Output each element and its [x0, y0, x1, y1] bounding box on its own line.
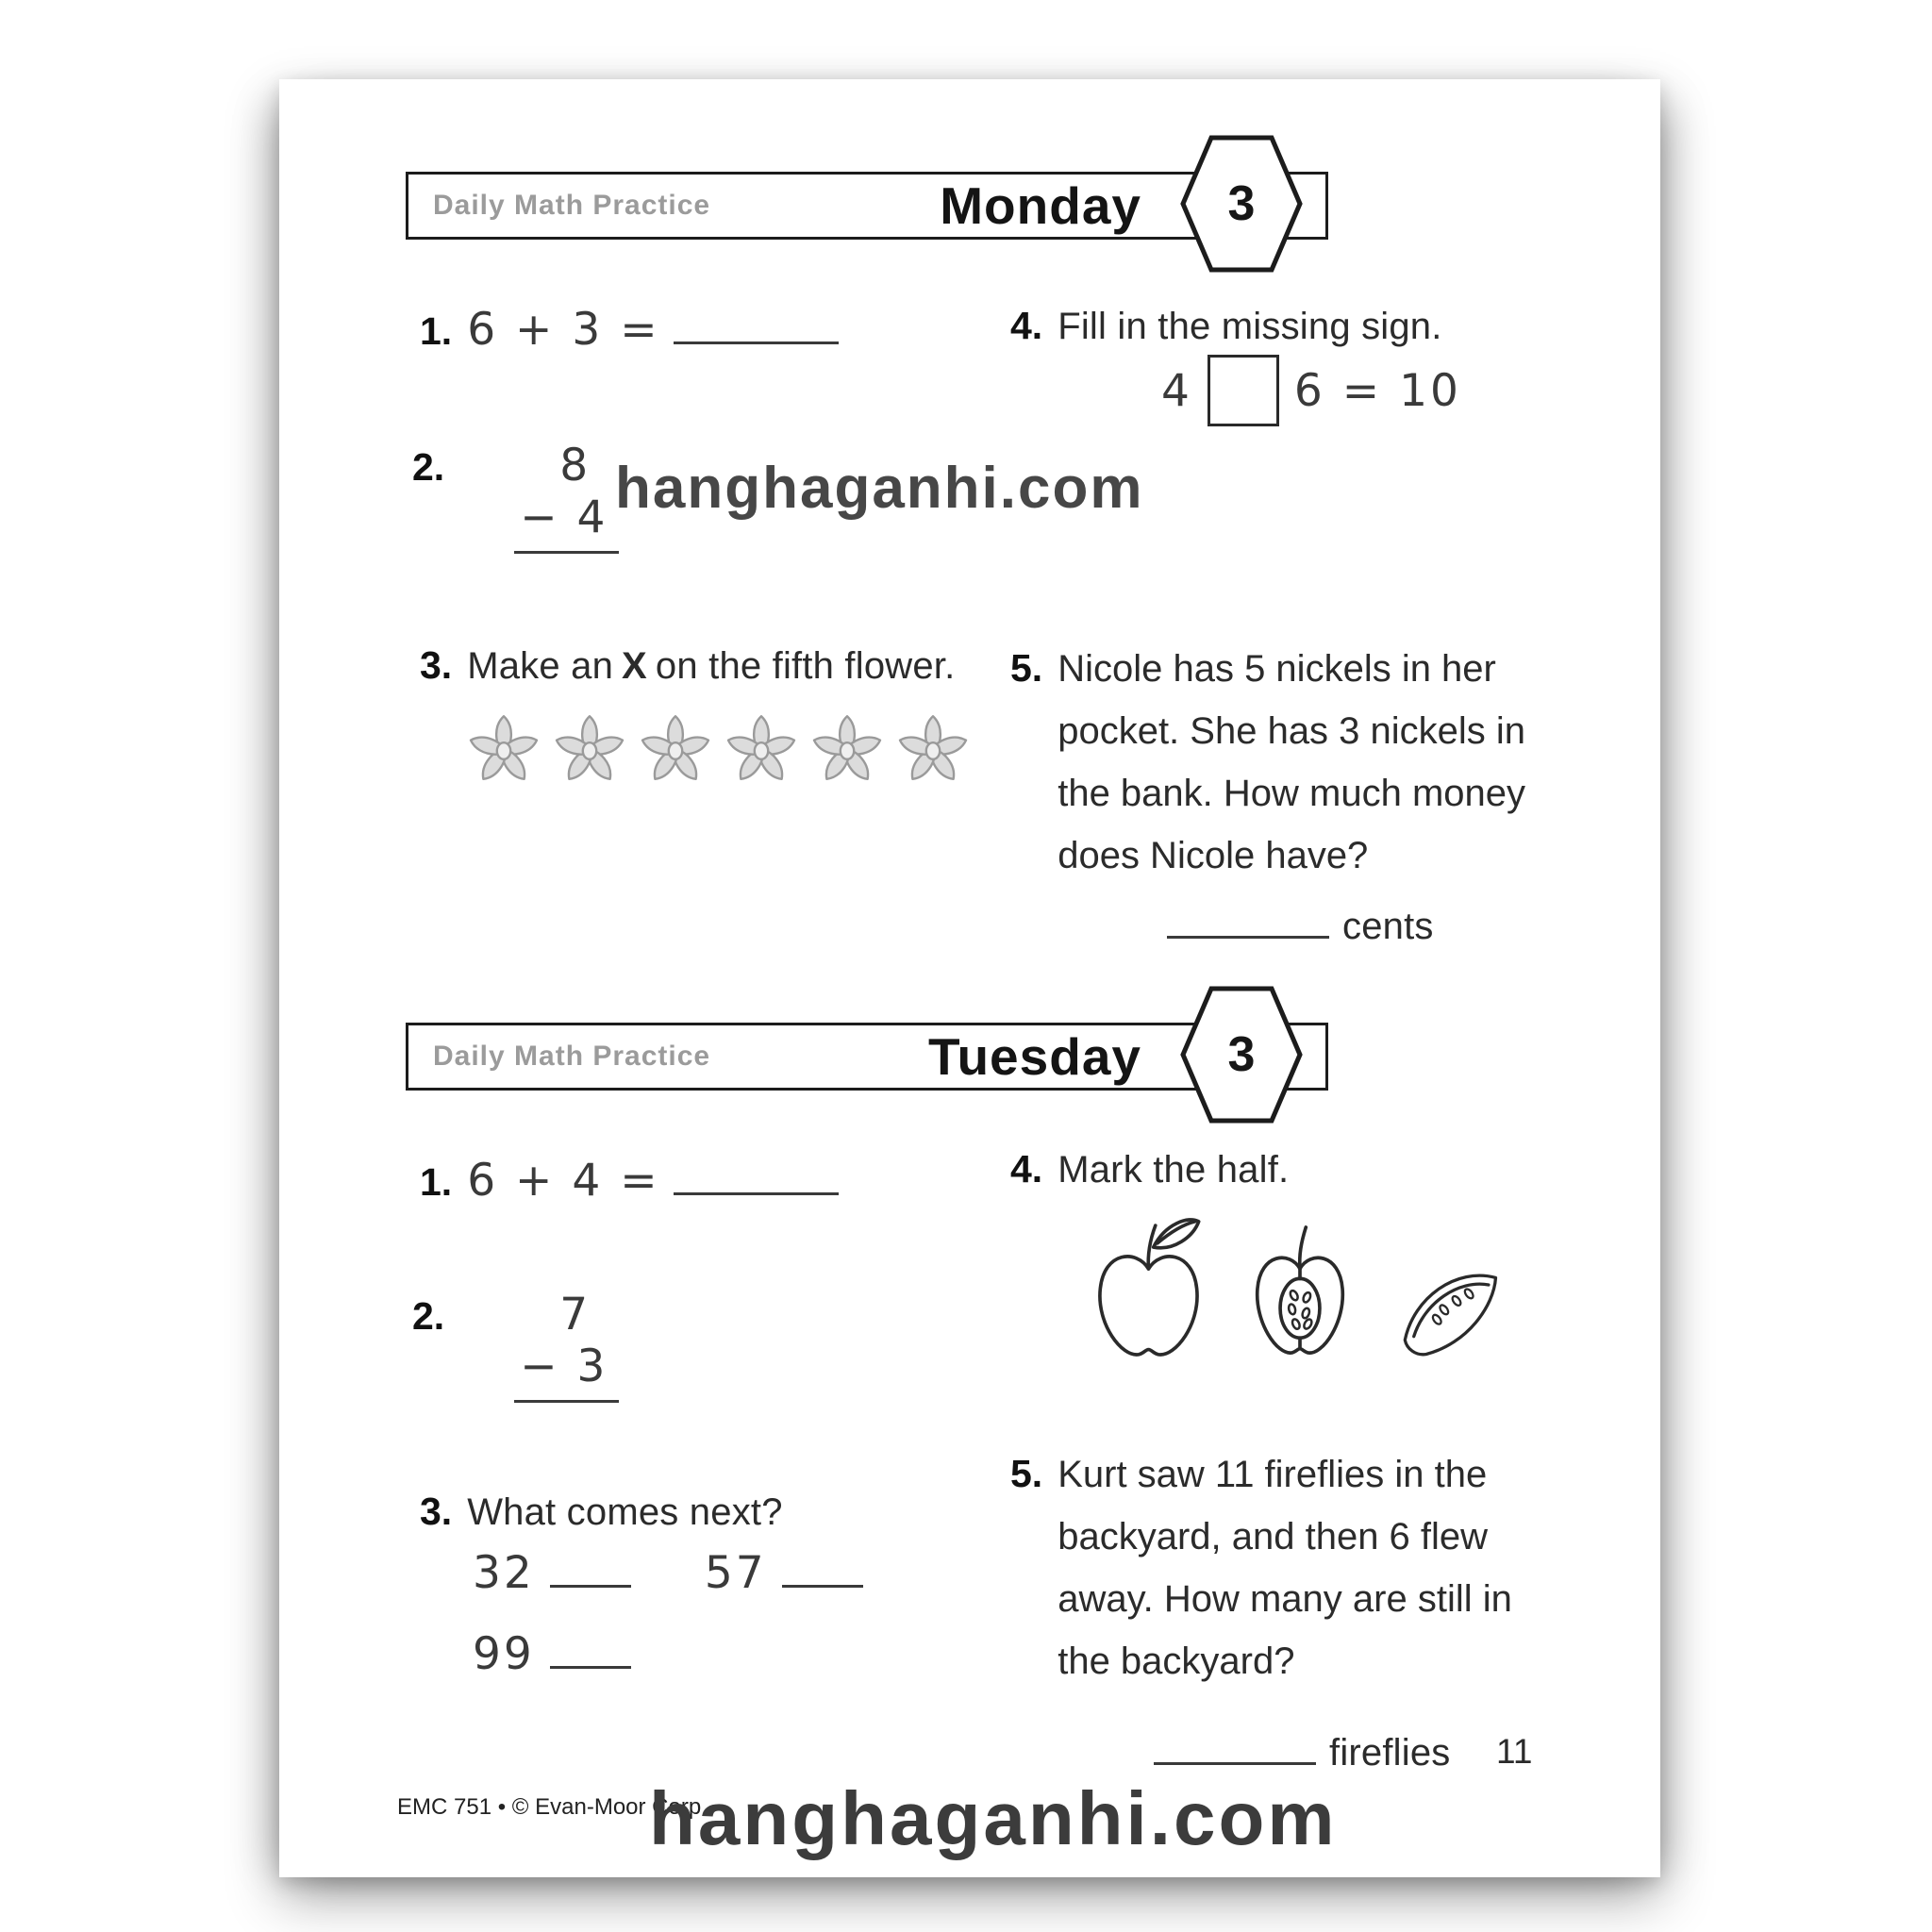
flower-icon[interactable] — [895, 713, 971, 789]
monday-problem-1 — [420, 304, 839, 356]
monday-header-bar — [406, 172, 1328, 240]
sequence-row-1 — [473, 1547, 863, 1599]
watermark: hanghaganhi.com — [615, 456, 1144, 521]
answer-blank[interactable] — [550, 1660, 631, 1669]
sequence-number: 32 — [473, 1547, 535, 1599]
problem-number: 3. — [420, 643, 453, 687]
answer-blank[interactable] — [674, 1187, 839, 1195]
brand-label: Daily Math Practice — [433, 1041, 711, 1072]
page-number: 11 — [1496, 1732, 1533, 1771]
missing-sign-equation — [1161, 355, 1461, 426]
problem-number: 5. — [1010, 1452, 1043, 1495]
vertical-subtraction — [514, 440, 619, 554]
problem-number: 5. — [1010, 646, 1043, 690]
fruit-wedge-icon[interactable] — [1394, 1247, 1519, 1368]
tuesday-problem-1 — [420, 1155, 839, 1207]
week-number: 3 — [1227, 176, 1256, 231]
minuend: 8 — [559, 440, 591, 491]
answer-blank[interactable] — [674, 336, 839, 344]
line: the bank. How much money — [1058, 773, 1526, 814]
equation-text: 6 + 4 = — [467, 1155, 660, 1207]
answer-blank[interactable] — [550, 1579, 631, 1588]
problem-text: What comes next? — [467, 1491, 783, 1533]
week-number: 3 — [1227, 1027, 1256, 1082]
problem-number: 1. — [420, 1160, 453, 1204]
answer-blank[interactable] — [782, 1579, 863, 1588]
monday-problem-5 — [1010, 638, 1525, 887]
line: does Nicole have? — [1058, 835, 1369, 876]
missing-sign-box[interactable] — [1208, 355, 1279, 426]
answer-blank[interactable] — [1154, 1757, 1316, 1765]
problem-text: Fill in the missing sign. — [1058, 306, 1442, 347]
flower-icon[interactable] — [809, 713, 885, 789]
text-pre: Make an — [467, 645, 614, 687]
monday-week-badge — [1180, 135, 1303, 273]
flower-icon[interactable] — [552, 713, 627, 789]
tuesday-week-badge — [1180, 986, 1303, 1124]
fruit-row — [1092, 1208, 1519, 1375]
line: Kurt saw 11 fireflies in the — [1058, 1454, 1488, 1495]
flower-row — [466, 713, 971, 789]
minuend: 7 — [559, 1289, 591, 1341]
flower-icon[interactable] — [724, 713, 799, 789]
vertical-subtraction — [514, 1289, 619, 1403]
line: pocket. She has 3 nickels in — [1058, 710, 1526, 752]
problem-number: 4. — [1010, 1147, 1043, 1191]
line: away. How many are still in — [1058, 1578, 1512, 1620]
problem-number: 2. — [412, 1294, 445, 1338]
tuesday-header-bar — [406, 1023, 1328, 1091]
answer-unit: cents — [1342, 906, 1434, 947]
monday-answer-row — [1167, 906, 1434, 948]
problem-text: Mark the half. — [1058, 1149, 1290, 1191]
problem-number: 3. — [420, 1490, 453, 1533]
sequence-number: 99 — [473, 1628, 535, 1680]
equation-left: 4 — [1161, 364, 1192, 417]
line: the backyard? — [1058, 1641, 1295, 1682]
equation-text: 6 + 3 = — [467, 304, 660, 356]
line: backyard, and then 6 flew — [1058, 1516, 1489, 1557]
word-problem-text — [1058, 638, 1525, 887]
brand-label: Daily Math Practice — [433, 190, 711, 221]
tuesday-day-label: Tuesday — [927, 1027, 1141, 1086]
subtrahend: − 3 — [514, 1341, 619, 1403]
apple-half-icon[interactable] — [1247, 1208, 1353, 1375]
tuesday-answer-row — [1154, 1732, 1451, 1774]
sequence-row-2 — [473, 1628, 631, 1680]
problem-number: 2. — [412, 445, 445, 489]
tuesday-problem-4 — [1010, 1147, 1289, 1191]
monday-problem-3 — [420, 643, 955, 688]
apple-whole-icon[interactable] — [1092, 1208, 1206, 1375]
monday-problem-2 — [412, 440, 619, 554]
answer-unit: fireflies — [1329, 1732, 1451, 1774]
text-post: on the fifth flower. — [655, 645, 956, 687]
word-problem-text — [1058, 1443, 1512, 1692]
worksheet-page — [279, 79, 1660, 1877]
watermark: hanghaganhi.com — [649, 1776, 1338, 1860]
footer-credit: EMC 751 • © Evan-Moor Corp. — [397, 1794, 708, 1820]
sequence-number: 57 — [704, 1547, 767, 1599]
problem-text — [467, 645, 955, 688]
answer-blank[interactable] — [1167, 930, 1329, 939]
line: Nicole has 5 nickels in her — [1058, 648, 1496, 690]
bold-x: X — [622, 645, 647, 687]
monday-problem-4 — [1010, 304, 1442, 348]
tuesday-problem-5 — [1010, 1443, 1512, 1692]
flower-icon[interactable] — [466, 713, 541, 789]
problem-number: 4. — [1010, 304, 1043, 347]
subtrahend: − 4 — [514, 491, 619, 554]
problem-number: 1. — [420, 309, 453, 353]
monday-day-label: Monday — [940, 176, 1141, 235]
tuesday-problem-2 — [412, 1289, 619, 1403]
flower-icon[interactable] — [638, 713, 713, 789]
tuesday-problem-3 — [420, 1490, 783, 1534]
equation-right: 6 = 10 — [1293, 364, 1461, 417]
